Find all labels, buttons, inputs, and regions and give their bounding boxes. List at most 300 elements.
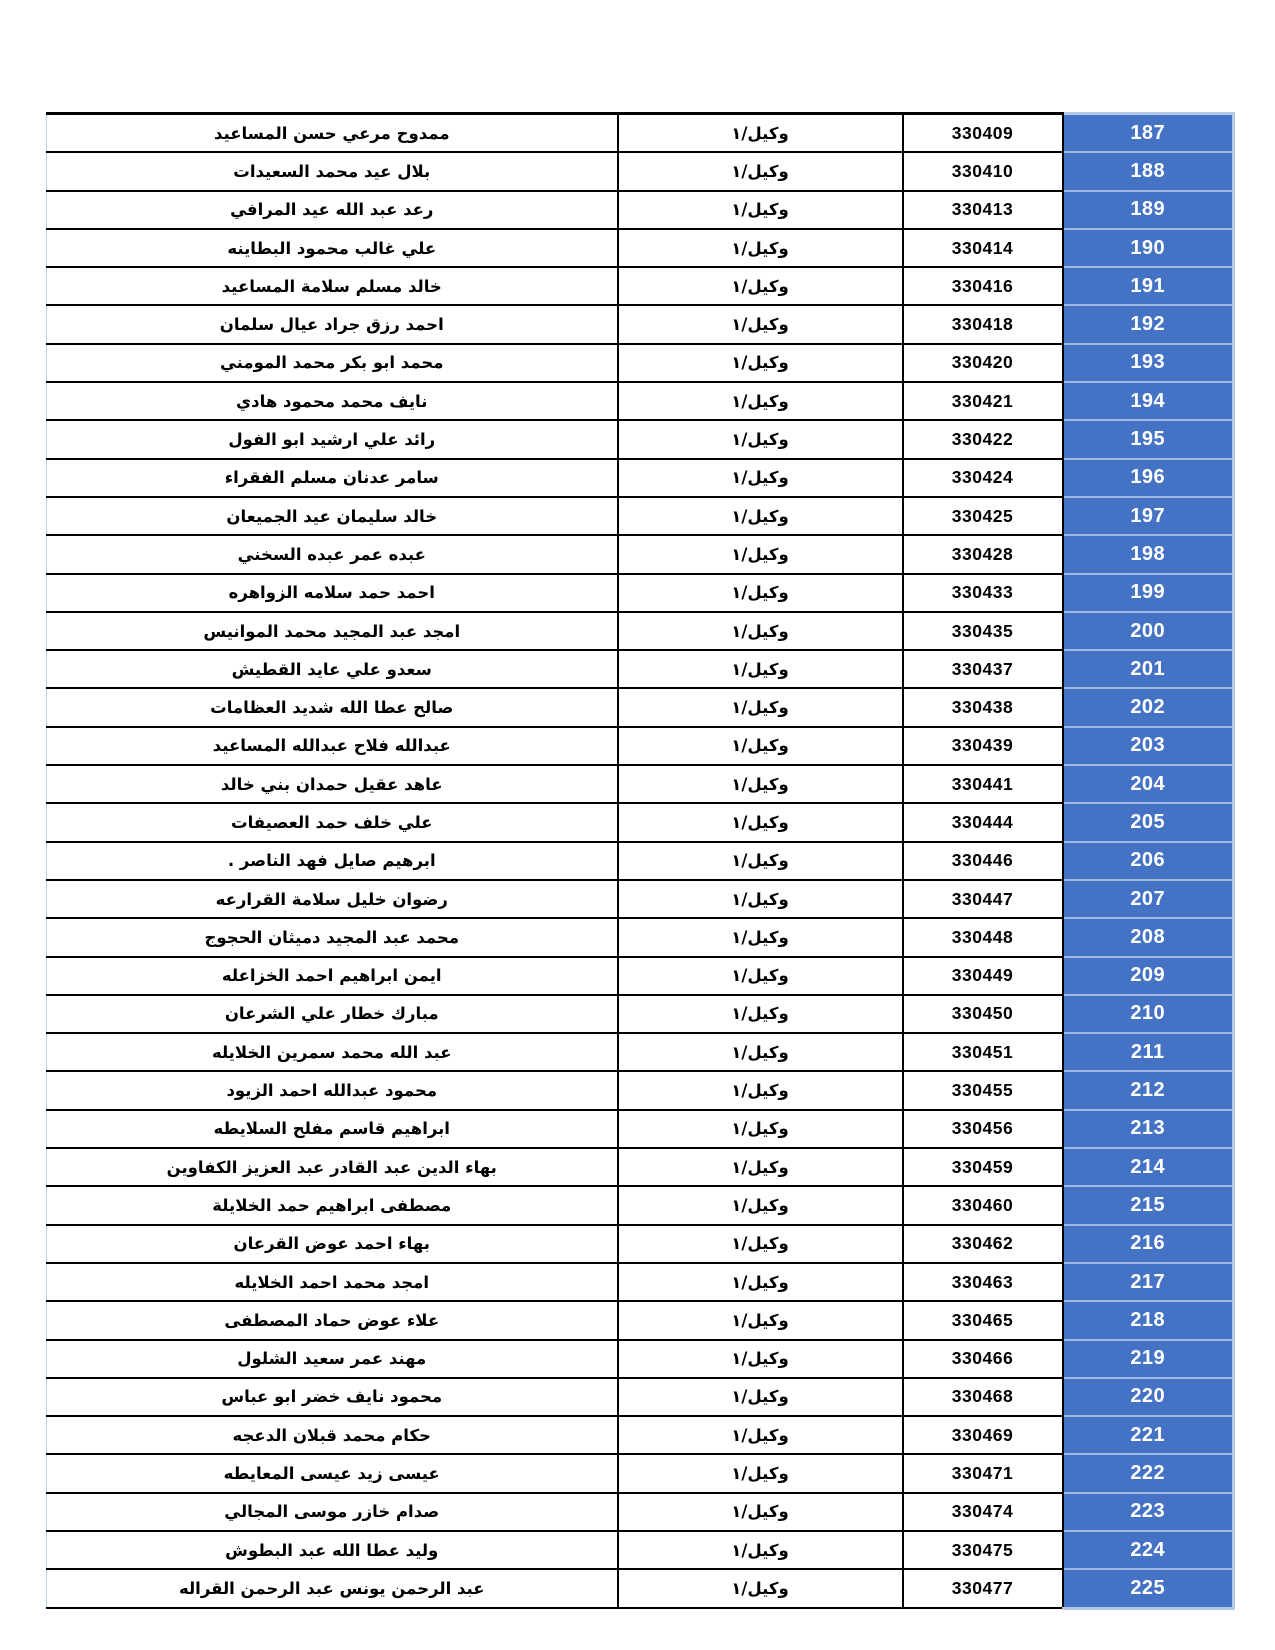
rank-text: وكيل/١ — [731, 812, 789, 832]
employee-name-cell — [47, 918, 618, 956]
rank-cell — [618, 344, 903, 382]
employee-name-cell — [47, 344, 618, 382]
employee-number-text: 330421 — [951, 390, 1014, 411]
employee-number-text: 330409 — [951, 122, 1014, 143]
serial-index-cell — [1063, 1493, 1234, 1531]
rank-text: وكيل/١ — [731, 1502, 789, 1522]
employee-number-cell — [903, 1148, 1063, 1186]
employee-name-text: مصطفى ابراهيم حمد الخلايلة — [212, 1195, 452, 1215]
rank-text: وكيل/١ — [731, 468, 789, 488]
rank-text: وكيل/١ — [731, 1425, 789, 1445]
serial-index-cell — [1063, 1416, 1234, 1454]
employee-name-text: نايف محمد محمود هادي — [236, 391, 428, 411]
employee-number-cell — [903, 1569, 1063, 1608]
table-row — [47, 1454, 1234, 1492]
employee-name-text: عاهد عقيل حمدان بني خالد — [220, 774, 443, 794]
serial-index-text: 208 — [1130, 925, 1166, 948]
employee-number-text: 330456 — [951, 1118, 1014, 1139]
table-row — [47, 1225, 1234, 1263]
serial-index-text: 189 — [1130, 198, 1166, 221]
employee-number-text: 330475 — [951, 1539, 1014, 1560]
employee-name-cell — [47, 114, 618, 153]
employee-number-text: 330462 — [951, 1233, 1014, 1254]
table-row — [47, 1340, 1234, 1378]
table-row — [47, 267, 1234, 305]
employee-number-cell — [903, 1531, 1063, 1569]
employee-name-cell — [47, 1531, 618, 1569]
serial-index-cell — [1063, 765, 1234, 803]
employee-name-text: مهند عمر سعيد الشلول — [237, 1349, 427, 1369]
employee-name-cell — [47, 842, 618, 880]
rank-cell — [618, 880, 903, 918]
serial-index-text: 214 — [1130, 1155, 1166, 1178]
table-row — [47, 1378, 1234, 1416]
serial-index-cell — [1063, 650, 1234, 688]
serial-index-text: 194 — [1130, 389, 1166, 412]
serial-index-cell — [1063, 1301, 1234, 1339]
employee-name-cell — [47, 650, 618, 688]
serial-index-cell — [1063, 1569, 1234, 1608]
rank-text: وكيل/١ — [731, 1081, 789, 1101]
serial-index-text: 220 — [1130, 1385, 1166, 1408]
table-row — [47, 1493, 1234, 1531]
employee-number-text: 330471 — [951, 1463, 1014, 1484]
table-row — [47, 1186, 1234, 1224]
table-row — [47, 497, 1234, 535]
employee-name-cell — [47, 229, 618, 267]
serial-index-text: 205 — [1130, 810, 1166, 833]
employee-number-cell — [903, 995, 1063, 1033]
employee-name-text: عبده عمر عبده السخني — [237, 544, 426, 564]
employee-number-text: 330463 — [951, 1271, 1014, 1292]
serial-index-cell — [1063, 918, 1234, 956]
employee-number-text: 330444 — [951, 811, 1014, 832]
employee-number-cell — [903, 459, 1063, 497]
rank-cell — [618, 229, 903, 267]
employee-name-cell — [47, 995, 618, 1033]
employee-name-text: ممدوح مرعي حسن المساعيد — [213, 123, 450, 143]
rank-text: وكيل/١ — [731, 1464, 789, 1484]
serial-index-cell — [1063, 535, 1234, 573]
employee-name-text: سعدو علي عايد القطيش — [231, 659, 432, 679]
serial-index-text: 187 — [1130, 121, 1166, 144]
rank-cell — [618, 1416, 903, 1454]
employee-name-cell — [47, 1493, 618, 1531]
employee-number-text: 330465 — [951, 1309, 1014, 1330]
employee-number-text: 330439 — [951, 735, 1014, 756]
serial-index-cell — [1063, 382, 1234, 420]
rank-cell — [618, 995, 903, 1033]
table-row — [47, 918, 1234, 956]
serial-index-text: 213 — [1130, 1117, 1166, 1140]
rank-text: وكيل/١ — [731, 1272, 789, 1292]
employee-number-cell — [903, 305, 1063, 343]
employee-name-text: احمد رزق جراد عيال سلمان — [219, 315, 444, 335]
rank-cell — [618, 1071, 903, 1109]
employee-number-text: 330425 — [951, 505, 1014, 526]
employee-name-cell — [47, 803, 618, 841]
rank-cell — [618, 918, 903, 956]
rank-cell — [618, 612, 903, 650]
rank-cell — [618, 1110, 903, 1148]
employee-name-text: علي غالب محمود البطاينه — [227, 238, 437, 258]
rank-text: وكيل/١ — [731, 1157, 789, 1177]
serial-index-cell — [1063, 1225, 1234, 1263]
rank-text: وكيل/١ — [731, 200, 789, 220]
serial-index-cell — [1063, 574, 1234, 612]
rank-text: وكيل/١ — [731, 1004, 789, 1024]
serial-index-text: 215 — [1130, 1193, 1166, 1216]
employee-name-text: محمد عبد المجيد دميثان الحجوج — [204, 927, 460, 947]
rank-text: وكيل/١ — [731, 238, 789, 258]
serial-index-text: 212 — [1130, 1079, 1166, 1102]
serial-index-cell — [1063, 1110, 1234, 1148]
employee-name-cell — [47, 957, 618, 995]
employee-number-text: 330451 — [951, 1041, 1014, 1062]
employee-number-text: 330459 — [951, 1156, 1014, 1177]
rank-cell — [618, 803, 903, 841]
rank-text: وكيل/١ — [731, 276, 789, 296]
employee-number-text: 330410 — [951, 160, 1014, 181]
serial-index-text: 225 — [1130, 1576, 1166, 1599]
employee-name-cell — [47, 1340, 618, 1378]
employee-name-text: صالح عطا الله شديد العظامات — [210, 698, 454, 718]
serial-index-cell — [1063, 1263, 1234, 1301]
rank-cell — [618, 574, 903, 612]
serial-index-text: 224 — [1130, 1538, 1166, 1561]
table-row — [47, 1569, 1234, 1608]
rank-cell — [618, 842, 903, 880]
table-row — [47, 574, 1234, 612]
serial-index-text: 198 — [1130, 542, 1166, 565]
table-row — [47, 382, 1234, 420]
employee-number-cell — [903, 688, 1063, 726]
employee-number-cell — [903, 420, 1063, 458]
employee-number-cell — [903, 1340, 1063, 1378]
serial-index-cell — [1063, 1378, 1234, 1416]
serial-index-cell — [1063, 842, 1234, 880]
serial-index-cell — [1063, 420, 1234, 458]
serial-index-cell — [1063, 688, 1234, 726]
rank-text: وكيل/١ — [731, 1579, 789, 1599]
serial-index-text: 190 — [1130, 236, 1166, 259]
employee-name-cell — [47, 1186, 618, 1224]
employee-name-text: حكام محمد قبلان الدعجه — [232, 1425, 431, 1445]
employee-name-cell — [47, 1569, 618, 1608]
rank-text: وكيل/١ — [731, 1387, 789, 1407]
rank-text: وكيل/١ — [731, 315, 789, 335]
employee-name-cell — [47, 191, 618, 229]
rank-cell — [618, 1148, 903, 1186]
table-row — [47, 688, 1234, 726]
employee-number-cell — [903, 152, 1063, 190]
employee-name-cell — [47, 267, 618, 305]
employee-number-cell — [903, 803, 1063, 841]
serial-index-cell — [1063, 152, 1234, 190]
employee-name-text: امجد عبد المجيد محمد الموانيس — [203, 621, 461, 641]
employee-number-cell — [903, 382, 1063, 420]
employee-number-text: 330422 — [951, 429, 1014, 450]
serial-index-text: 207 — [1130, 887, 1166, 910]
employee-number-text: 330477 — [951, 1578, 1014, 1599]
employee-name-text: عيسى زيد عيسى المعايطه — [223, 1464, 440, 1484]
employee-name-text: سامر عدنان مسلم الفقراء — [224, 468, 439, 488]
employee-number-cell — [903, 612, 1063, 650]
employee-name-cell — [47, 880, 618, 918]
employee-name-text: ايمن ابراهيم احمد الخزاعله — [221, 966, 442, 986]
employee-name-cell — [47, 1110, 618, 1148]
rank-text: وكيل/١ — [731, 506, 789, 526]
employee-name-cell — [47, 497, 618, 535]
table-row — [47, 612, 1234, 650]
rank-text: وكيل/١ — [731, 1349, 789, 1369]
employee-number-cell — [903, 574, 1063, 612]
serial-index-text: 206 — [1130, 849, 1166, 872]
rank-text: وكيل/١ — [731, 1310, 789, 1330]
table-row — [47, 650, 1234, 688]
serial-index-text: 197 — [1130, 504, 1166, 527]
rank-cell — [618, 1378, 903, 1416]
rank-text: وكيل/١ — [731, 583, 789, 603]
rank-text: وكيل/١ — [731, 1540, 789, 1560]
employee-number-text: 330424 — [951, 467, 1014, 488]
employee-number-text: 330438 — [951, 697, 1014, 718]
employee-name-text: بهاء احمد عوض القرعان — [233, 1234, 430, 1254]
employee-number-text: 330448 — [951, 926, 1014, 947]
table-row — [47, 957, 1234, 995]
serial-index-cell — [1063, 1148, 1234, 1186]
employee-number-cell — [903, 650, 1063, 688]
employee-number-cell — [903, 880, 1063, 918]
employee-name-text: محمد ابو بكر محمد المومني — [219, 353, 444, 373]
serial-index-text: 199 — [1130, 581, 1166, 604]
employee-number-cell — [903, 535, 1063, 573]
serial-index-text: 223 — [1130, 1500, 1166, 1523]
serial-index-cell — [1063, 612, 1234, 650]
employee-number-text: 330437 — [951, 658, 1014, 679]
employee-number-text: 330435 — [951, 620, 1014, 641]
serial-index-cell — [1063, 497, 1234, 535]
rank-cell — [618, 688, 903, 726]
rank-cell — [618, 497, 903, 535]
employee-name-cell — [47, 727, 618, 765]
serial-index-cell — [1063, 727, 1234, 765]
employee-number-text: 330413 — [951, 199, 1014, 220]
employee-name-cell — [47, 1263, 618, 1301]
serial-index-text: 209 — [1130, 964, 1166, 987]
serial-index-text: 188 — [1130, 159, 1166, 182]
employee-number-text: 330416 — [951, 275, 1014, 296]
employee-number-cell — [903, 1493, 1063, 1531]
serial-index-cell — [1063, 1033, 1234, 1071]
employee-name-cell — [47, 765, 618, 803]
rank-text: وكيل/١ — [731, 1119, 789, 1139]
employee-number-text: 330449 — [951, 965, 1014, 986]
table-row — [47, 1416, 1234, 1454]
employee-number-cell — [903, 1416, 1063, 1454]
employee-name-text: عبد الرحمن يونس عبد الرحمن القراله — [178, 1579, 485, 1599]
rank-text: وكيل/١ — [731, 966, 789, 986]
employee-name-text: رعد عبد الله عيد المرافي — [230, 200, 434, 220]
table-row — [47, 459, 1234, 497]
rank-text: وكيل/١ — [731, 123, 789, 143]
employee-name-cell — [47, 1148, 618, 1186]
employee-name-cell — [47, 574, 618, 612]
employee-number-text: 330469 — [951, 1424, 1014, 1445]
serial-index-cell — [1063, 803, 1234, 841]
rank-text: وكيل/١ — [731, 430, 789, 450]
employee-number-text: 330460 — [951, 1194, 1014, 1215]
rank-cell — [618, 765, 903, 803]
employee-number-text: 330447 — [951, 888, 1014, 909]
employee-number-text: 330450 — [951, 1003, 1014, 1024]
employee-name-cell — [47, 1454, 618, 1492]
rank-text: وكيل/١ — [731, 621, 789, 641]
employee-name-cell — [47, 382, 618, 420]
serial-index-cell — [1063, 1454, 1234, 1492]
employee-number-cell — [903, 1110, 1063, 1148]
serial-index-cell — [1063, 459, 1234, 497]
rank-cell — [618, 1301, 903, 1339]
employee-number-cell — [903, 267, 1063, 305]
employee-number-cell — [903, 1071, 1063, 1109]
table-row — [47, 191, 1234, 229]
employee-name-text: عبدالله فلاح عبدالله المساعيد — [212, 736, 451, 756]
table-row — [47, 1301, 1234, 1339]
rank-cell — [618, 1569, 903, 1608]
employee-number-text: 330441 — [951, 773, 1014, 794]
rank-cell — [618, 1493, 903, 1531]
serial-index-text: 195 — [1130, 428, 1166, 451]
table-row — [47, 995, 1234, 1033]
employee-name-text: محمود عبدالله احمد الزيود — [226, 1081, 438, 1101]
employee-number-text: 330433 — [951, 582, 1014, 603]
employee-name-text: علاء عوض حماد المصطفى — [224, 1310, 440, 1330]
serial-index-text: 210 — [1130, 1002, 1166, 1025]
table-row — [47, 1531, 1234, 1569]
employee-name-text: رائد علي ارشيد ابو الفول — [228, 430, 436, 450]
rank-text: وكيل/١ — [731, 391, 789, 411]
serial-index-cell — [1063, 191, 1234, 229]
employee-number-text: 330455 — [951, 1080, 1014, 1101]
employee-number-cell — [903, 842, 1063, 880]
table-row — [47, 1110, 1234, 1148]
serial-index-cell — [1063, 1186, 1234, 1224]
rank-cell — [618, 1186, 903, 1224]
employee-name-cell — [47, 1416, 618, 1454]
employee-name-text: بهاء الدين عبد القادر عبد العزيز الكفاوين — [166, 1157, 497, 1177]
employee-name-text: علي خلف حمد العصيفات — [230, 812, 433, 832]
serial-index-text: 219 — [1130, 1347, 1166, 1370]
employee-number-cell — [903, 918, 1063, 956]
rank-cell — [618, 1340, 903, 1378]
employee-number-cell — [903, 727, 1063, 765]
serial-index-text: 193 — [1130, 351, 1166, 374]
employee-name-text: وليد عطا الله عبد البطوش — [225, 1540, 439, 1560]
serial-index-cell — [1063, 305, 1234, 343]
employee-number-cell — [903, 1263, 1063, 1301]
employee-number-cell — [903, 765, 1063, 803]
table-row — [47, 727, 1234, 765]
rank-cell — [618, 1225, 903, 1263]
employee-number-text: 330418 — [951, 314, 1014, 335]
serial-index-text: 221 — [1130, 1423, 1166, 1446]
employee-number-text: 330428 — [951, 543, 1014, 564]
serial-index-cell — [1063, 1071, 1234, 1109]
serial-index-text: 203 — [1130, 734, 1166, 757]
rank-text: وكيل/١ — [731, 774, 789, 794]
rank-text: وكيل/١ — [731, 1234, 789, 1254]
serial-index-cell — [1063, 1340, 1234, 1378]
rank-cell — [618, 420, 903, 458]
rank-cell — [618, 114, 903, 153]
rank-cell — [618, 650, 903, 688]
employee-name-cell — [47, 420, 618, 458]
rank-cell — [618, 957, 903, 995]
serial-index-text: 200 — [1130, 619, 1166, 642]
table-row — [47, 1148, 1234, 1186]
employee-number-cell — [903, 114, 1063, 153]
employee-name-cell — [47, 1225, 618, 1263]
serial-index-text: 202 — [1130, 696, 1166, 719]
serial-index-cell — [1063, 114, 1234, 153]
rank-cell — [618, 1531, 903, 1569]
rank-cell — [618, 1454, 903, 1492]
table-row — [47, 1071, 1234, 1109]
serial-index-text: 191 — [1130, 274, 1166, 297]
rank-cell — [618, 152, 903, 190]
employee-name-text: امجد محمد احمد الخلايله — [234, 1272, 430, 1292]
rank-text: وكيل/١ — [731, 353, 789, 373]
rank-cell — [618, 1033, 903, 1071]
table-row — [47, 842, 1234, 880]
serial-index-text: 218 — [1130, 1308, 1166, 1331]
employee-number-cell — [903, 1378, 1063, 1416]
employee-name-cell — [47, 1301, 618, 1339]
rank-cell — [618, 382, 903, 420]
employee-name-text: مبارك خطار علي الشرعان — [224, 1004, 439, 1024]
rank-cell — [618, 305, 903, 343]
table-row — [47, 114, 1234, 153]
serial-index-text: 217 — [1130, 1270, 1166, 1293]
rank-cell — [618, 535, 903, 573]
rank-text: وكيل/١ — [731, 1195, 789, 1215]
employee-name-cell — [47, 1378, 618, 1416]
table-row — [47, 803, 1234, 841]
employee-name-cell — [47, 612, 618, 650]
table-row — [47, 765, 1234, 803]
serial-index-cell — [1063, 880, 1234, 918]
rank-text: وكيل/١ — [731, 927, 789, 947]
employee-name-text: رضوان خليل سلامة القرارعه — [215, 889, 448, 909]
rank-text: وكيل/١ — [731, 851, 789, 871]
employee-number-cell — [903, 1186, 1063, 1224]
employee-number-text: 330414 — [951, 237, 1014, 258]
rank-text: وكيل/١ — [731, 161, 789, 181]
employee-name-text: ابراهيم قاسم مفلح السلايطه — [213, 1119, 450, 1139]
employee-number-cell — [903, 1301, 1063, 1339]
roster-table-body — [47, 114, 1234, 1609]
table-row — [47, 420, 1234, 458]
rank-cell — [618, 459, 903, 497]
employee-name-text: بلال عيد محمد السعيدات — [233, 161, 431, 181]
table-row — [47, 152, 1234, 190]
table-row — [47, 880, 1234, 918]
rank-text: وكيل/١ — [731, 544, 789, 564]
employee-name-text: محمود نايف خضر ابو عباس — [221, 1387, 443, 1407]
serial-index-cell — [1063, 344, 1234, 382]
employee-number-text: 330466 — [951, 1348, 1014, 1369]
